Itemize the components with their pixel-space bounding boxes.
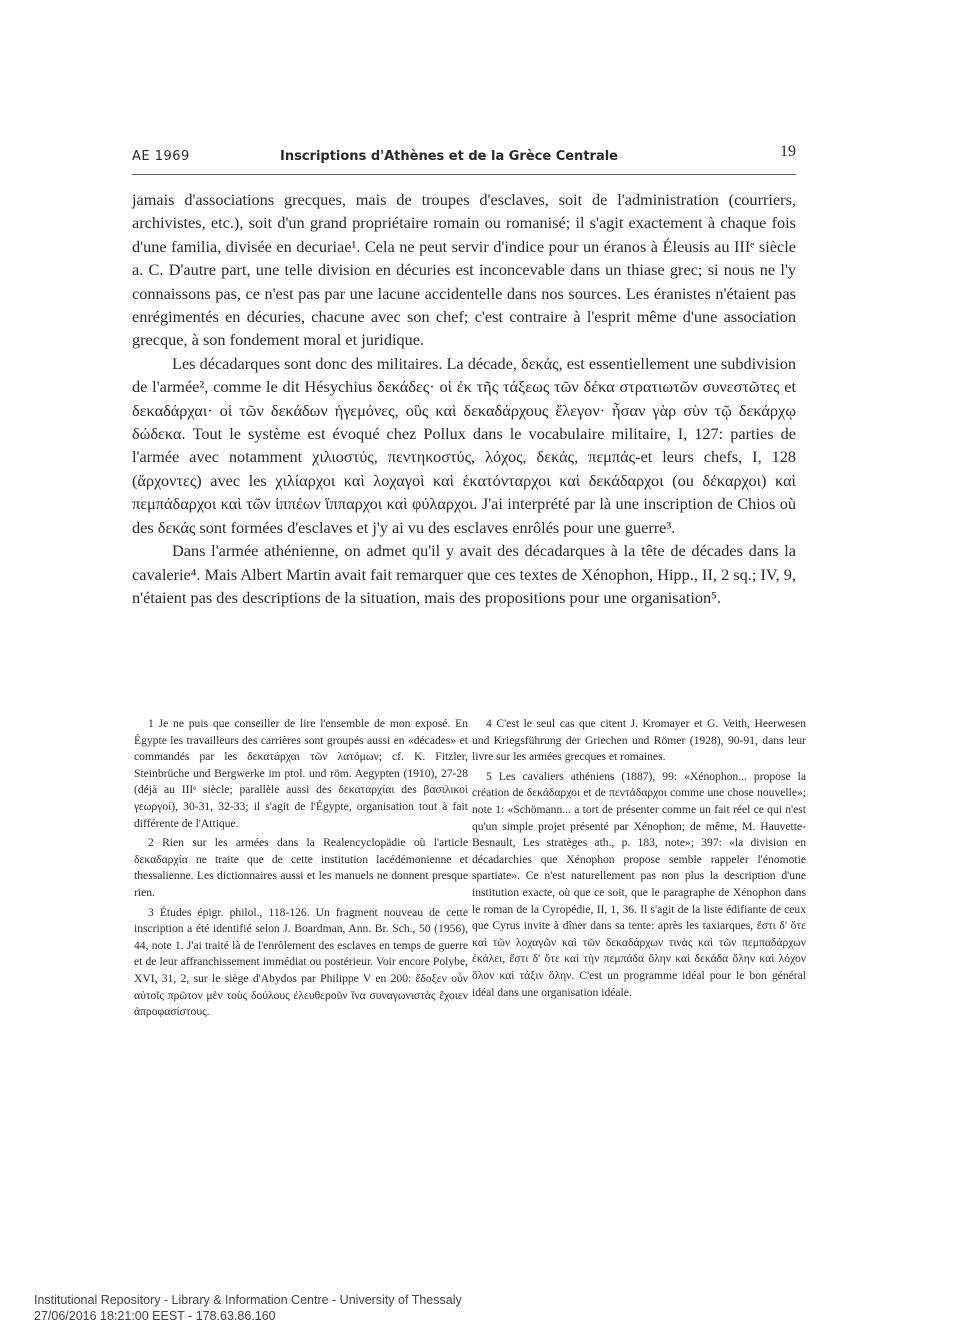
journal-reference: AE 1969 (132, 149, 190, 164)
paragraph-3: Dans l'armée athénienne, on admet qu'il y avait des décadarques à la tête de décades dans la cavalerie⁴. Mais Albert Martin avait fait remarquer que ces textes de Xénophon, Hipp., II, 2 sq.; IV, 9, n'étaient pas des descriptions de la situation, mais des propositions pour une organisation⁵. (132, 541, 796, 607)
footnote-3: 3 Études épigr. philol., 118-126. Un fragment nouveau de cette inscription a été identifié selon J. Boardman, Ann. Br. Sch., 50 (1956), 44, note 1. J'ai traité là de l'enrôlement des esclaves en temps de guerre et de leur affranchissement immédiat ou postérieur. Voir encore Polybe, XVI, 31, 2, sur le siège d'Abydos par Philippe V en 200: ἔδοξεν οὖν αὐτοῖς πρῶτον μὲν τοὺς δούλους ἐλευθεροῦν ἵνα συναγωνιστὰς ἔχοιεν ἀπροφασίστους. (134, 905, 468, 1019)
repository-footer (34, 1292, 594, 1324)
footnote-4: 4 C'est le seul cas que citent J. Kromayer et G. Veith, Heerwesen und Kriegsführung der Griechen und Römer (1928), 90-91, dans leur livre sur les armées grecques et romaines. (472, 717, 806, 764)
paragraph-1: jamais d'associations grecques, mais de troupes d'esclaves, soit de l'administration (courriers, archivistes, etc.), soit d'un grand propriétaire romain ou romanisé; il s'agit exactement à chaque fois d'une familia, divisée en decuriae¹. Cela ne peut servir d'indice pour un éranos à Éleusis au IIIᵉ siècle a. C. D'autre part, une telle division en décuries est inconcevable dans un thiase grec; si nous ne l'y connaissons pas, ce n'est pas par une lacune accidentelle dans nos sources. Les éranistes n'étaient pas enrégimentés en décuries, chacune avec son chef; c'est contraire à l'esprit même d'une association grecque, à son fondement moral et juridique. (132, 190, 796, 350)
footer-timestamp-line: 27/06/2016 18:21:00 EEST - 178.63.86.160 (34, 1309, 276, 1323)
footnote-1: 1 Je ne puis que conseiller de lire l'ensemble de mon exposé. En Égypte les travailleurs des carrières sont groupés aussi en «décades» et commandés par les δεκατάρχαι τῶν λατόμων; cf. K. Fitzler, Steinbrüche und Bergwerke im ptol. und röm. Aegypten (1910), 27-28 (déjà au IIIᵉ siècle; parallèle aussi des δεκαταρχίαι des βασιλικοὶ γεωργοί), 30-31, 32-33; il s'agit de l'Égypte, organisation tout à fait différente de l'Attique. (134, 717, 468, 830)
running-header (132, 143, 796, 167)
footnotes-left-column (134, 716, 468, 1024)
footnote-2: 2 Rien sur les armées dans la Realencyclopädie où l'article δεκαδαρχία ne traite que de cette institution lacédémonienne et thessalienne. Les dictionnaires aussi et les manuels ne donnent presque rien. (134, 836, 468, 899)
paragraph-2: Les décadarques sont donc des militaires. La décade, δεκάς, est essentiellement une subdivision de l'armée², comme le dit Hésychius δεκάδες· οἱ ἐκ τῆς τάξεως τῶν δέκα στρατιωτῶν συνεστῶτες et δεκαδάρχαι· οἱ τῶν δεκάδων ἡγεμόνες, οὓς καὶ δεκαδάρχους ἔλεγον· ἦσαν γὰρ σὺν τῷ δεκάρχῳ δώδεκα. Tout le système est évoqué chez Pollux dans le vocabulaire militaire, I, 127: parties de l'armée avec notamment χιλιοστύς, πεντηκοστύς, λόχος, δεκάς, πεμπάς-et leurs chefs, I, 128 (ἄρχοντες) avec les χιλίαρχοι καὶ λοχαγοὶ καὶ ἑκατόνταρχοι καὶ δεκάδαρχοι (ou δέκαρχοι) καὶ πεμπάδαρχοι καὶ τῶν ἱππέων ἵππαρχοι καὶ φύλαρχοι. J'ai interprété par là une inscription de Chios où des δεκάς sont formées d'esclaves et j'y ai vu des esclaves enrôlés pour une guerre³. (132, 353, 796, 537)
page-number: 19 (780, 143, 796, 160)
main-text (132, 188, 796, 609)
running-title: Inscriptions d'Athènes et de la Grèce Centrale (280, 149, 618, 164)
footnotes-right-column (472, 716, 806, 1004)
header-rule (132, 174, 796, 175)
footer-repository-line: Institutional Repository - Library & Information Centre - University of Thessaly (34, 1293, 462, 1307)
footnote-5: 5 Les cavaliers athéniens (1887), 99: «Xénophon... propose la création de δεκάδαρχοι et de πεντάδαρχοι comme une chose nouvelle»; note 1: «Schömann... a tort de présenter comme un fait réel ce qui n'est qu'un simple projet présenté par Xénophon; de même, M. Hauvette-Besnault, Les stratèges ath., p. 183, note»; 397: «la division en décadarchies que Xénophon propose semble rappeler l'énomotie spartiate». Ce n'est naturellement pas non plus la description d'une institution exacte, où que ce soit, que le paragraphe de Xénophon dans le roman de la Cyropédie, II, 1, 36. Il s'agit de la liste édifiante de ceux que Cyrus invite à dîner dans sa tente: après les taxiarques, ἔστι δ' ὅτε καὶ τῶν λοχαγῶν καὶ τῶν δεκαδάρχων τινὰς καὶ τῶν πεμπαδάρχων ἐκάλει, ἔστι δ' ὅτε καὶ τὴν πεμπάδα ὅλην καὶ δεκάδα ὅλην καὶ λόχον ὅλον καὶ τάξιν ὅλην. C'est un programme idéal pour le bon général idéal dans une organisation idéale. (472, 769, 806, 999)
